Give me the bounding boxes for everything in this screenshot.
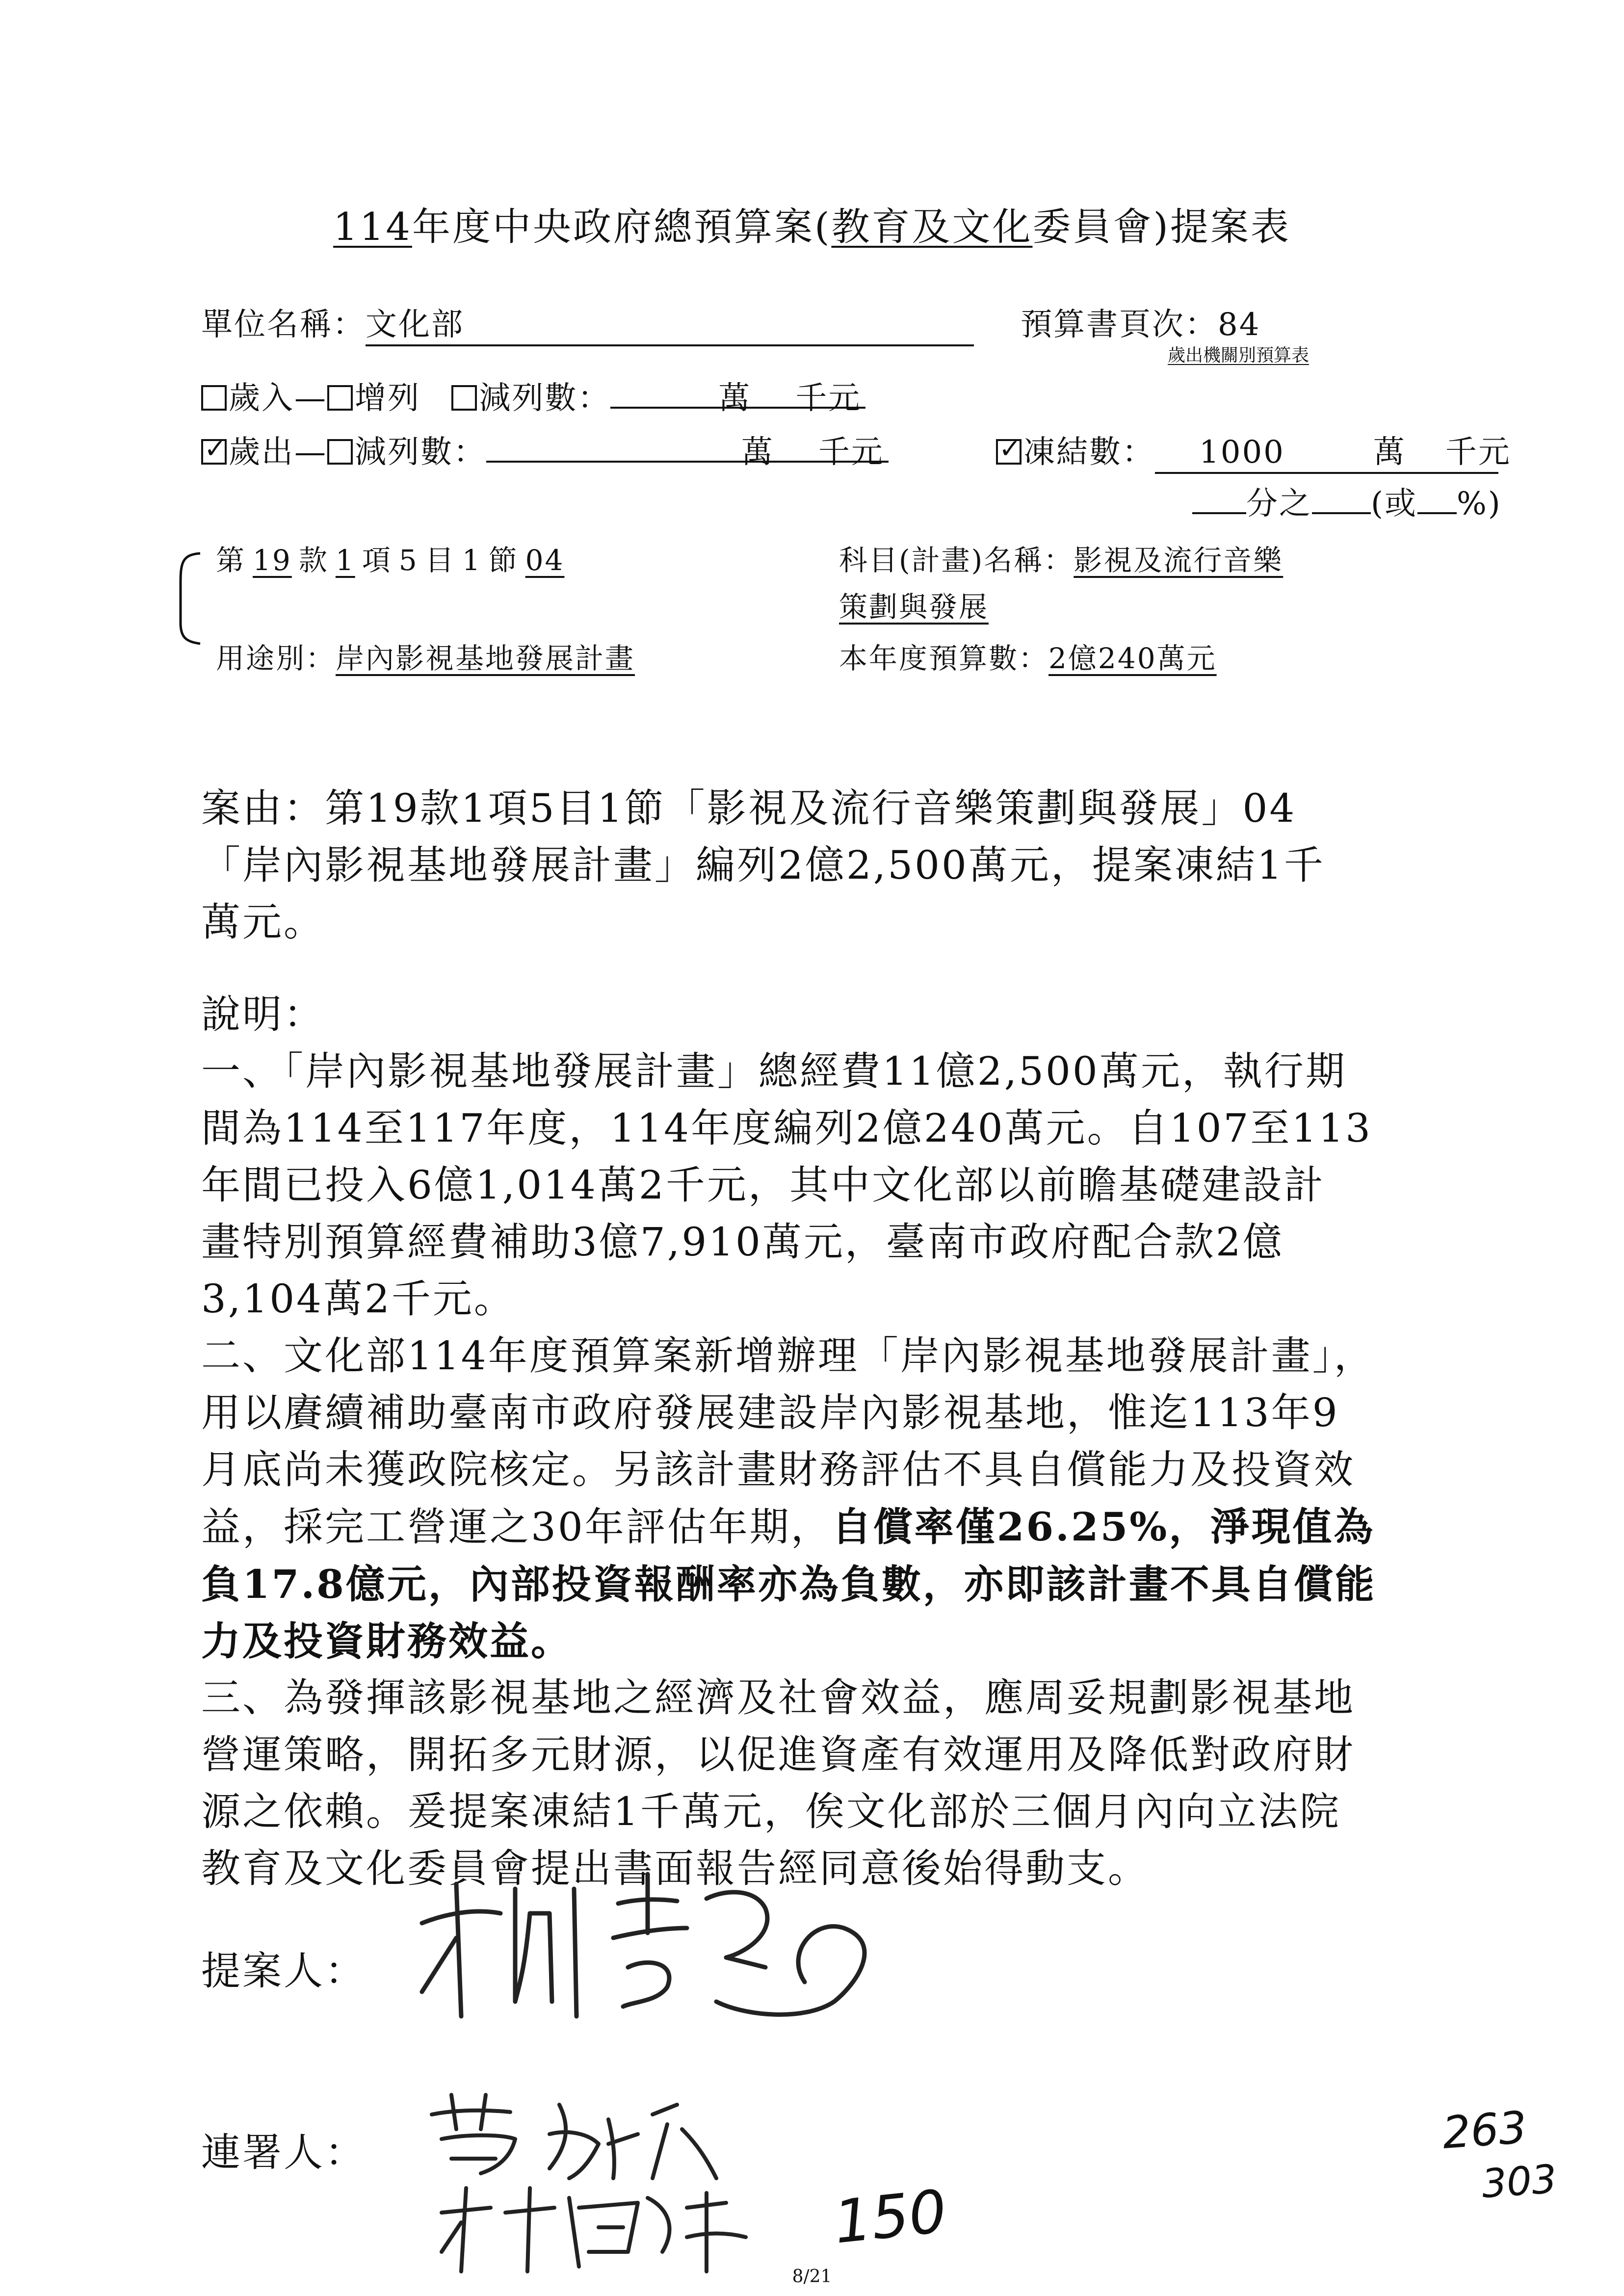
margin-note-1: 263: [1441, 2102, 1529, 2159]
freeze-value: 1000: [1199, 434, 1285, 470]
explanation-line: 益，採完工營運之30年評估年期，自償率僅26.25%，淨現值為: [201, 1504, 1375, 1550]
subject-value: 影視及流行音樂: [1074, 544, 1283, 577]
case-section: [201, 780, 1325, 951]
proposer-signature: [402, 1854, 893, 2061]
title-committee: 教育及文化: [831, 205, 1033, 249]
explanation-line: 畫特別預算經費補助3億7,910萬元，臺南市政府配合款2億: [201, 1219, 1284, 1265]
use-line: 用途別：岸內影視基地發展計畫: [216, 642, 635, 675]
explanation-line: 月底尚未獲政院核定。另該計畫財務評估不具自償能力及投資效: [201, 1447, 1355, 1492]
expenditure-checkbox: [201, 439, 227, 465]
page-label: 預算書頁次：: [1021, 307, 1218, 343]
case-line: 「岸內影視基地發展計畫」編列2億2,500萬元，提案凍結1千: [201, 842, 1325, 888]
page-number: 8/21: [792, 2267, 832, 2287]
margin-note-2: 303: [1480, 2156, 1558, 2207]
page-note: 歲出機關別預算表: [1168, 345, 1310, 365]
explanation-line: 間為114至117年度，114年度編列2億240萬元。自107至113: [201, 1105, 1373, 1151]
explanation-line: 3,104萬2千元。: [201, 1276, 515, 1322]
explanation-line: 營運策略，開拓多元財源，以促進資產有效運用及降低對政府財: [201, 1732, 1355, 1777]
item-bracket: [177, 549, 201, 648]
explanation-section: [201, 986, 1376, 1897]
page-value: 84: [1218, 307, 1261, 343]
subject-line-2: 策劃與發展: [839, 590, 989, 624]
explanation-bold-line: 力及投資財務效益。: [201, 1618, 572, 1664]
revenue-increase-checkbox: [327, 385, 353, 411]
explanation-line: 源之依賴。爰提案凍結1千萬元，俟文化部於三個月內向立法院: [201, 1789, 1341, 1834]
explanation-heading: 說明：: [201, 991, 325, 1037]
use-value: 岸內影視基地發展計畫: [336, 642, 635, 675]
cosigner-signature-2: [432, 2178, 805, 2276]
unit-label: 單位名稱：: [201, 307, 366, 343]
freeze-checkbox: [996, 439, 1022, 465]
revenue-checkbox: [201, 385, 227, 411]
explanation-line: 三、為發揮該影視基地之經濟及社會效益，應周妥規劃影視基地: [201, 1675, 1355, 1721]
budget-item-line: 第 19 款 1 項 5 目 1 節 04: [216, 544, 565, 577]
explanation-bold-line: 負17.8億元，內部投資報酬率亦為負數，亦即該計畫不具自償能: [201, 1561, 1376, 1607]
expenditure-decrease-checkbox: [327, 439, 353, 465]
case-line: 萬元。: [201, 899, 325, 945]
title-year: 114: [333, 205, 412, 249]
unit-value: 文化部: [366, 299, 974, 346]
revenue-row: 歲入— 增列 減列數： 萬 千元: [201, 373, 861, 418]
unit-row: [201, 299, 974, 346]
freeze-row: ✓ 凍結數： 1000 萬 千元: [996, 427, 1498, 474]
case-line: 案由：第19款1項5目1節「影視及流行音樂策劃與發展」04: [201, 785, 1297, 831]
fraction-row: 分之 (或 %): [1192, 478, 1502, 523]
proposer-label: 提案人：: [201, 1948, 366, 1994]
title-part2: 委員會)提案表: [1032, 205, 1291, 249]
explanation-line: 二、文化部114年度預算案新增辦理「岸內影視基地發展計畫」，: [201, 1333, 1375, 1379]
document-title: [0, 196, 1624, 251]
explanation-line: 教育及文化委員會提出書面報告經同意後始得動支。: [201, 1846, 1149, 1891]
cosigner-signature-1: [422, 2085, 805, 2193]
explanation-line: 年間已投入6億1,014萬2千元，其中文化部以前瞻基礎建設計: [201, 1162, 1325, 1208]
explanation-bold-text: 自償率僅26.25%，淨現值為: [832, 1504, 1375, 1550]
explanation-line: 用以賡續補助臺南市政府發展建設岸內影視基地，惟迄113年9: [201, 1390, 1339, 1435]
annual-budget-value: 2億240萬元: [1048, 642, 1217, 675]
explanation-line: 一、「岸內影視基地發展計畫」總經費11億2,500萬元，執行期: [201, 1048, 1347, 1094]
page-ref: [1021, 299, 1260, 344]
handwritten-number: 150: [831, 2177, 950, 2257]
annual-budget-line: 本年度預算數：2億240萬元: [839, 642, 1217, 675]
subject-line: 科目(計畫)名稱：影視及流行音樂: [839, 544, 1283, 577]
expenditure-row: ✓歲出— 減列數： 萬 千元: [201, 427, 884, 472]
revenue-decrease-checkbox: [451, 385, 477, 411]
title-part1: 年度中央政府總預算案(: [412, 205, 832, 249]
cosigner-label: 連署人：: [201, 2130, 366, 2175]
